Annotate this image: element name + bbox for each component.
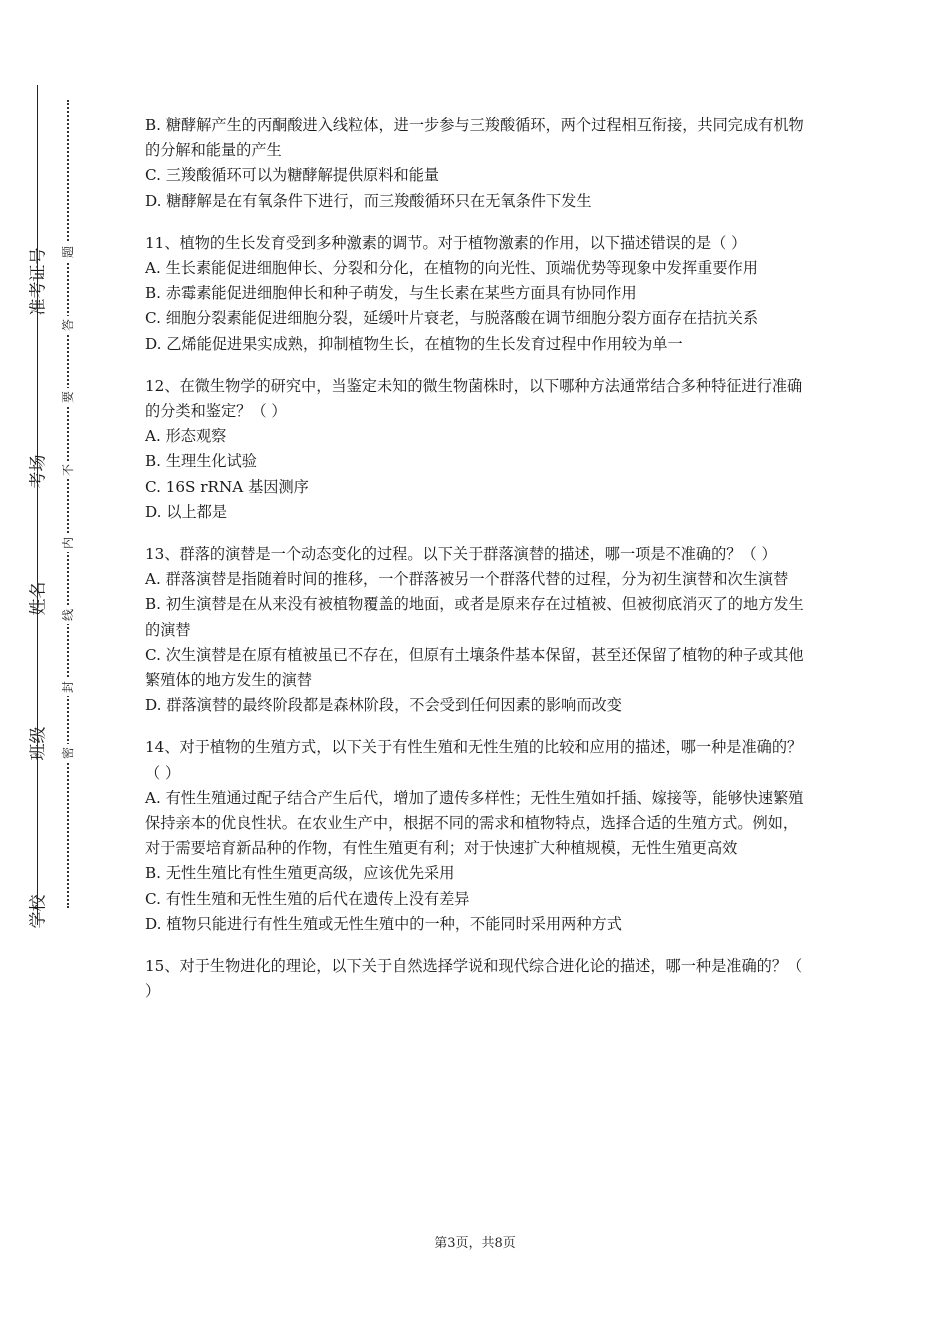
- seal-char: 封: [59, 678, 77, 696]
- seal-char: 密: [59, 744, 77, 762]
- option-d: D. 植物只能进行有性生殖或无性生殖中的一种，不能同时采用两种方式: [145, 914, 622, 933]
- option-b: B. 赤霉素能促进细胞伸长和种子萌发，与生长素在某些方面具有协同作用: [145, 284, 637, 303]
- option-d: D. 乙烯能促进果实成熟，抑制植物生长，在植物的生长发育过程中作用较为单一: [145, 334, 683, 353]
- question-11: [145, 231, 810, 357]
- question-stem: 14、对于植物的生殖方式，以下关于有性生殖和无性生殖的比较和应用的描述，哪一种是准确的？（ ）: [145, 738, 803, 782]
- option-a: A. 有性生殖通过配子结合产生后代，增加了遗传多样性；无性生殖如扦插、嫁接等，能够快速繁殖保持亲本的优良性状。在农业生产中，根据不同的需求和植物特点，选择合适的生殖方式。例如，对于需要培育新品种的作物，有性生殖更有利；对于快速扩大种植规模，无性生殖更高效: [145, 788, 804, 858]
- field-class-label: 班级: [28, 726, 49, 761]
- option-a: A. 形态观察: [145, 427, 227, 446]
- field-school-label: 学校: [28, 894, 49, 929]
- seal-dotted-line: [67, 100, 69, 908]
- option-b: B. 生理生化试验: [145, 452, 257, 471]
- option-c: C. 次生演替是在原有植被虽已不存在，但原有土壤条件基本保留，甚至还保留了植物的种子或其他繁殖体的地方发生的演替: [145, 645, 804, 690]
- option-a: A. 生长素能促进细胞伸长、分裂和分化，在植物的向光性、顶端优势等现象中发挥重要作用: [145, 259, 758, 278]
- question-12: [145, 374, 810, 525]
- option-b: B. 无性生殖比有性生殖更高级，应该优先采用: [145, 864, 455, 883]
- question-15: [145, 954, 810, 1004]
- binding-margin: [0, 0, 130, 1344]
- option-b: B. 初生演替是在从来没有被植物覆盖的地面，或者是原来存在过植被、但被彻底消灭了的地方发生的演替: [145, 595, 804, 639]
- question-stem: 15、对于生物进化的理论，以下关于自然选择学说和现代综合进化论的描述，哪一种是准确的？（ ）: [145, 957, 803, 1001]
- option-c: C. 16S rRNA 基因测序: [145, 477, 309, 496]
- seal-char: 不: [59, 461, 77, 479]
- page-footer: 第3页，共8页: [434, 1236, 516, 1251]
- seal-char: 题: [59, 243, 77, 261]
- field-name-label: 姓名: [28, 581, 49, 616]
- option-d: D. 以上都是: [145, 502, 228, 521]
- question-13: [145, 542, 810, 718]
- option-c: C. 有性生殖和无性生殖的后代在遗传上没有差异: [145, 889, 470, 908]
- seal-char: 内: [59, 534, 77, 552]
- field-exam-room-label: 考场: [28, 454, 49, 489]
- question-content: [145, 113, 810, 1005]
- option-c: C. 细胞分裂素能促进细胞分裂，延缓叶片衰老，与脱落酸在调节细胞分裂方面存在拮抗关系: [145, 309, 759, 328]
- question-14: [145, 735, 810, 937]
- question-stem: 11、植物的生长发育受到多种激素的调节。对于植物激素的作用，以下描述错误的是（ ）: [145, 233, 747, 252]
- option-c: C. 三羧酸循环可以为糖酵解提供原料和能量: [145, 166, 440, 185]
- option-d: D. 群落演替的最终阶段都是森林阶段，不会受到任何因素的影响而改变: [145, 696, 622, 715]
- question-10-continued: [145, 113, 810, 214]
- option-b: B. 糖酵解产生的丙酮酸进入线粒体，进一步参与三羧酸循环，两个过程相互衔接，共同完成有机物的分解和能量的产生: [145, 116, 804, 160]
- question-stem: 13、群落的演替是一个动态变化的过程。以下关于群落演替的描述，哪一项是不准确的？（ ）: [145, 545, 777, 564]
- option-a: A. 群落演替是指随着时间的推移，一个群落被另一个群落代替的过程，分为初生演替和次生演替: [145, 570, 789, 589]
- question-stem: 12、在微生物学的研究中，当鉴定未知的微生物菌株时，以下哪种方法通常结合多种特征进行准确的分类和鉴定？（ ）: [145, 376, 803, 421]
- field-exam-number-label: 准考证号: [28, 247, 49, 316]
- binding-solid-line: [37, 85, 38, 925]
- seal-char: 答: [59, 316, 77, 334]
- seal-char: 线: [59, 606, 77, 624]
- seal-char: 要: [59, 388, 77, 406]
- option-d: D. 糖酵解是在有氧条件下进行，而三羧酸循环只在无氧条件下发生: [145, 191, 592, 210]
